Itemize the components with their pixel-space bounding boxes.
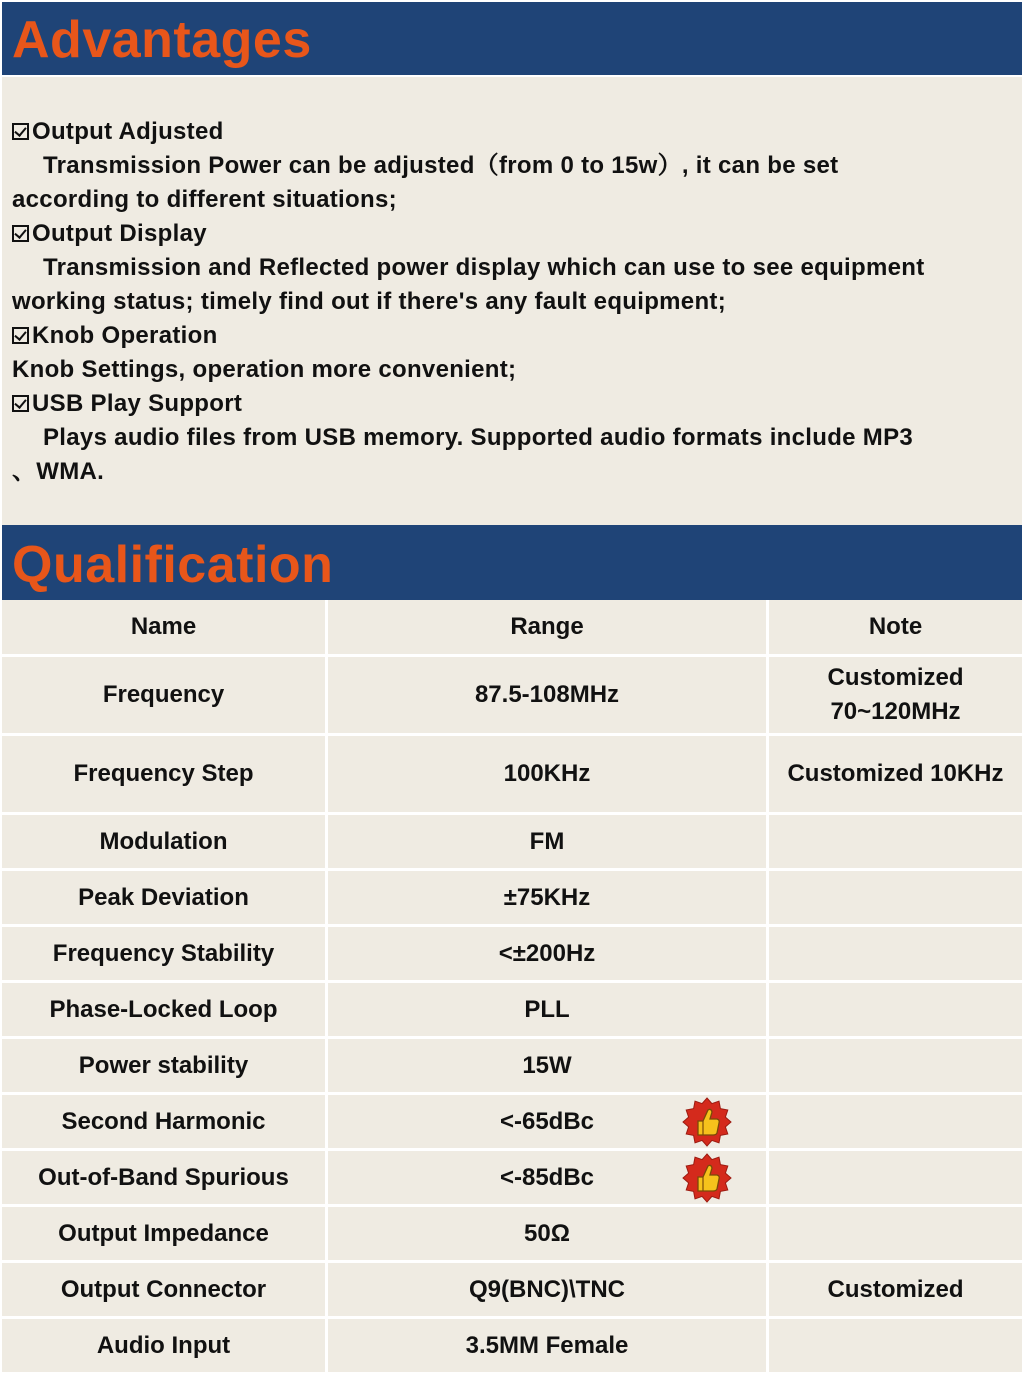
row-note <box>769 1207 1022 1263</box>
qualification-title: Qualification <box>12 536 334 594</box>
row-name: Peak Deviation <box>2 871 328 927</box>
table-row <box>2 1263 1022 1319</box>
spec-table <box>2 600 1022 1375</box>
row-range <box>328 1319 769 1375</box>
table-row <box>2 736 1022 815</box>
row-name: Second Harmonic <box>2 1095 328 1151</box>
advantages-list <box>12 115 1016 489</box>
advantages-panel <box>2 75 1022 525</box>
row-range <box>328 657 769 736</box>
row-range-value: 50Ω <box>524 1219 570 1247</box>
row-note <box>769 815 1022 871</box>
row-name: Frequency Stability <box>2 927 328 983</box>
table-row <box>2 1319 1022 1375</box>
row-range <box>328 815 769 871</box>
thumbs-up-badge-icon <box>682 1153 732 1203</box>
row-range <box>328 1095 769 1151</box>
header-range: Range <box>328 600 769 657</box>
table-row <box>2 1207 1022 1263</box>
advantage-text: Knob Settings, operation more convenient; <box>12 356 517 383</box>
checked-box-icon <box>12 123 29 140</box>
header-name: Name <box>2 600 328 657</box>
row-range-value: 100KHz <box>503 760 591 787</box>
row-range-value: <-85dBc <box>499 1163 595 1191</box>
row-name: Phase-Locked Loop <box>2 983 328 1039</box>
row-range <box>328 1207 769 1263</box>
advantage-heading: Output Display <box>12 217 1016 251</box>
table-row <box>2 927 1022 983</box>
qualification-banner <box>2 525 1022 600</box>
row-range <box>328 1263 769 1319</box>
row-name: Output Connector <box>2 1263 328 1319</box>
row-note <box>769 1039 1022 1095</box>
row-range <box>328 871 769 927</box>
row-range <box>328 983 769 1039</box>
row-range <box>328 927 769 983</box>
advantage-heading: Output Adjusted <box>12 115 1016 149</box>
header-note: Note <box>769 600 1022 657</box>
row-range <box>328 1039 769 1095</box>
row-range-value: PLL <box>524 995 570 1023</box>
table-row <box>2 1151 1022 1207</box>
row-note: Customized 10KHz <box>769 736 1022 815</box>
advantages-title: Advantages <box>12 11 312 69</box>
row-range <box>328 736 769 815</box>
advantage-heading: USB Play Support <box>12 387 1016 421</box>
checked-box-icon <box>12 395 29 412</box>
advantage-heading: Knob Operation <box>12 319 1016 353</box>
advantage-text: Plays audio files from USB memory. Supported audio formats include MP3 <box>43 424 914 451</box>
table-header-row <box>2 600 1022 657</box>
table-row <box>2 1039 1022 1095</box>
row-note <box>769 871 1022 927</box>
checked-box-icon <box>12 225 29 242</box>
advantage-text: working status; timely find out if there's any fault equipment; <box>12 288 726 315</box>
row-range-value: 15W <box>522 1051 572 1079</box>
thumbs-up-badge-icon <box>682 1097 732 1147</box>
row-note <box>769 927 1022 983</box>
row-range-value: FM <box>529 827 565 855</box>
row-note: Customized <box>769 1263 1022 1319</box>
table-row <box>2 1095 1022 1151</box>
row-range-value: <±200Hz <box>498 939 596 967</box>
row-note <box>769 1151 1022 1207</box>
row-name: Output Impedance <box>2 1207 328 1263</box>
advantage-text: Transmission and Reflected power display which can use to see equipment <box>43 254 925 281</box>
row-range-value: 3.5MM Female <box>465 1331 629 1359</box>
table-row <box>2 815 1022 871</box>
table-row <box>2 983 1022 1039</box>
checked-box-icon <box>12 327 29 344</box>
row-note: Customized 70~120MHz <box>769 657 1022 736</box>
row-name: Frequency <box>2 657 328 736</box>
row-range-value: ±75KHz <box>503 883 591 911</box>
row-name: Audio Input <box>2 1319 328 1375</box>
row-range <box>328 1151 769 1207</box>
row-name: Power stability <box>2 1039 328 1095</box>
row-note <box>769 1319 1022 1375</box>
row-range-value: 87.5-108MHz <box>474 681 620 708</box>
table-row <box>2 657 1022 736</box>
row-name: Frequency Step <box>2 736 328 815</box>
row-note <box>769 1095 1022 1151</box>
advantage-text: 、WMA. <box>12 458 105 485</box>
row-range-value: <-65dBc <box>499 1107 595 1135</box>
advantage-text: according to different situations; <box>12 186 397 213</box>
table-row <box>2 871 1022 927</box>
row-range-value: Q9(BNC)\TNC <box>469 1275 625 1303</box>
advantages-banner <box>2 2 1022 75</box>
row-note <box>769 983 1022 1039</box>
row-name: Modulation <box>2 815 328 871</box>
row-name: Out-of-Band Spurious <box>2 1151 328 1207</box>
advantage-text: Transmission Power can be adjusted（from 0 to 15w）, it can be set <box>43 152 839 179</box>
